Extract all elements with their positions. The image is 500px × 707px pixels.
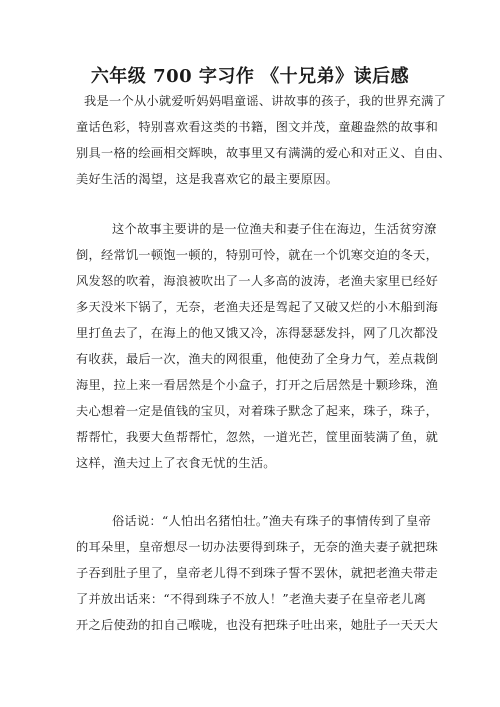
paragraph-line: 了并放出话来：“不得到珠子不放人！”老渔夫妻子在皇帝老儿离 — [76, 592, 427, 606]
paragraph-line: 这样，渔夫过上了衣食无忧的生活。 — [76, 456, 276, 470]
paragraph-1 — [76, 88, 451, 192]
paragraph-line: 我是一个从小就爱听妈妈唱童谣、讲故事的孩子，我的世界充满了 — [84, 94, 447, 108]
paragraph-line: 童话色彩，特别喜欢看这类的书籍，图文并茂，童趣盎然的故事和 — [76, 120, 439, 134]
paragraph-3 — [76, 508, 439, 638]
paragraph-line: 这个故事主要讲的是一位渔夫和妻子住在海边，生活贫穷潦 — [112, 222, 437, 236]
paragraph-line: 里打鱼去了，在海上的他又饿又冷，冻得瑟瑟发抖，网了几次都没 — [76, 326, 439, 340]
paragraph-line: 风发怒的吹着，海浪被吹出了一人多高的波涛，老渔夫家里已经好 — [76, 274, 439, 288]
paragraph-line: 夫心想着一定是值钱的宝贝，对着珠子默念了起来，珠子，珠子， — [76, 404, 439, 418]
paragraph-line: 开之后使劲的扣自己喉咙，也没有把珠子吐出来，她肚子一天天大 — [76, 618, 439, 632]
paragraph-line: 俗话说：“人怕出名猪怕壮。”渔夫有珠子的事情传到了皇帝 — [112, 514, 432, 528]
paragraph-line: 海里，拉上来一看居然是个小盒子，打开之后居然是十颗珍珠，渔 — [76, 378, 439, 392]
paragraph-line: 有收获，最后一次，渔夫的网很重，他使劲了全身力气，差点栽倒 — [76, 352, 439, 366]
paragraph-line: 的耳朵里，皇帝想尽一切办法要得到珠子，无奈的渔夫妻子就把珠 — [76, 540, 439, 554]
paragraph-line: 倒，经常饥一顿饱一顿的，特别可怜，就在一个饥寒交迫的冬天， — [76, 248, 439, 262]
paragraph-line: 多天没米下锅了，无奈，老渔夫还是驾起了又破又烂的小木船到海 — [76, 300, 439, 314]
paragraph-line: 别具一格的绘画相交辉映，故事里又有满满的爱心和对正义、自由、 — [76, 146, 451, 160]
document-title: 六年级 700 字习作 《十兄弟》读后感 — [90, 66, 410, 87]
paragraph-2 — [76, 216, 439, 476]
paragraph-line: 美好生活的渴望，这是我喜欢它的最主要原因。 — [76, 172, 339, 186]
paragraph-line: 帮帮忙，我要大鱼帮帮忙，忽然，一道光芒，筐里面装满了鱼，就 — [76, 430, 439, 444]
paragraph-line: 子吞到肚子里了，皇帝老儿得不到珠子誓不罢休，就把老渔夫带走 — [76, 566, 439, 580]
